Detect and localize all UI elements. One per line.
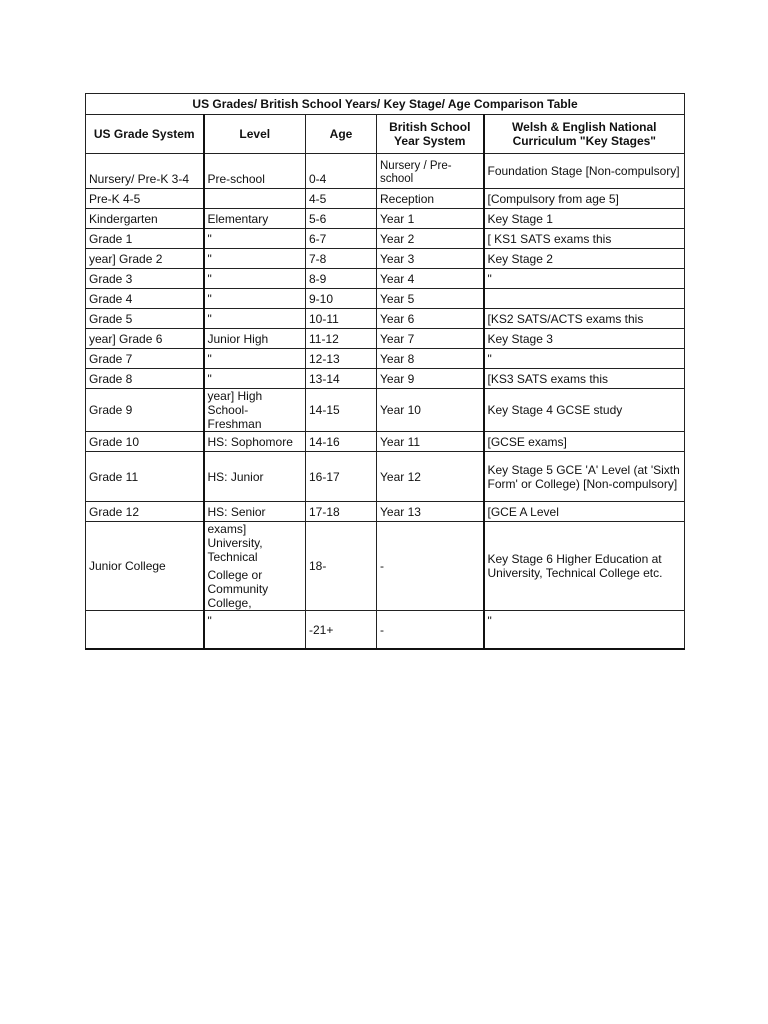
cell-age: 12-13 — [306, 349, 377, 369]
cell-british: Year 6 — [377, 309, 484, 329]
cell-us: Grade 3 — [86, 269, 204, 289]
cell-us: Grade 9 — [86, 389, 204, 432]
cell-british: Year 7 — [377, 329, 484, 349]
cell-age: 8-9 — [306, 269, 377, 289]
table-row — [86, 309, 685, 329]
cell-us: Nursery/ Pre-K 3-4 — [86, 154, 204, 189]
cell-level: " — [204, 269, 306, 289]
cell-level: " — [204, 289, 306, 309]
cell-british: - — [377, 611, 484, 650]
cell-us: Grade 8 — [86, 369, 204, 389]
cell-welsh: [GCE A Level — [484, 502, 685, 522]
cell-welsh: [KS2 SATS/ACTS exams this — [484, 309, 685, 329]
cell-age: -21+ — [306, 611, 377, 650]
cell-british: Year 2 — [377, 229, 484, 249]
cell-us: Grade 7 — [86, 349, 204, 369]
cell-welsh: Key Stage 5 GCE 'A' Level (at 'Sixth Form' or College) [Non-compulsory] — [484, 452, 685, 502]
cell-british: Year 3 — [377, 249, 484, 269]
table-title-row — [86, 94, 685, 115]
cell-age: 9-10 — [306, 289, 377, 309]
cell-age: 5-6 — [306, 209, 377, 229]
cell-level: Pre-school — [204, 154, 306, 189]
cell-level-line: exams] University, Technical — [207, 522, 263, 564]
cell-age: 0-4 — [306, 154, 377, 189]
cell-welsh: Key Stage 4 GCSE study — [484, 389, 685, 432]
cell-age: 14-15 — [306, 389, 377, 432]
cell-level: Junior High — [204, 329, 306, 349]
table-row — [86, 189, 685, 209]
cell-welsh: Key Stage 6 Higher Education at University, Technical College etc. — [484, 522, 685, 611]
cell-level: HS: Senior — [204, 502, 306, 522]
cell-us — [86, 611, 204, 650]
cell-level — [204, 522, 306, 611]
table-title: US Grades/ British School Years/ Key Stage/ Age Comparison Table — [86, 94, 685, 115]
cell-british: Year 9 — [377, 369, 484, 389]
cell-british: Year 12 — [377, 452, 484, 502]
cell-us: Kindergarten — [86, 209, 204, 229]
cell-welsh: Key Stage 1 — [484, 209, 685, 229]
table-row — [86, 452, 685, 502]
cell-british: - — [377, 522, 484, 611]
cell-age: 16-17 — [306, 452, 377, 502]
table-row — [86, 289, 685, 309]
table-row — [86, 522, 685, 611]
comparison-table — [85, 93, 685, 650]
cell-british: Year 8 — [377, 349, 484, 369]
table-row — [86, 502, 685, 522]
table-row — [86, 269, 685, 289]
header-us-grade: US Grade System — [86, 115, 204, 154]
cell-british: Year 13 — [377, 502, 484, 522]
cell-us: Pre-K 4-5 — [86, 189, 204, 209]
table-row — [86, 249, 685, 269]
header-age: Age — [306, 115, 377, 154]
cell-us: year] Grade 2 — [86, 249, 204, 269]
cell-age: 17-18 — [306, 502, 377, 522]
cell-welsh: " — [484, 349, 685, 369]
cell-british: Year 5 — [377, 289, 484, 309]
cell-us: Grade 5 — [86, 309, 204, 329]
cell-level: Elementary — [204, 209, 306, 229]
table-row — [86, 329, 685, 349]
cell-us: year] Grade 6 — [86, 329, 204, 349]
cell-us: Grade 10 — [86, 432, 204, 452]
cell-level — [204, 189, 306, 209]
cell-age: 18- — [306, 522, 377, 611]
cell-level: " — [204, 309, 306, 329]
table-row — [86, 229, 685, 249]
cell-welsh: [GCSE exams] — [484, 432, 685, 452]
cell-us: Grade 11 — [86, 452, 204, 502]
table-row — [86, 209, 685, 229]
cell-level: " — [204, 349, 306, 369]
cell-british: Reception — [377, 189, 484, 209]
cell-level: " — [204, 611, 306, 650]
table-row — [86, 611, 685, 650]
cell-age: 10-11 — [306, 309, 377, 329]
cell-age: 4-5 — [306, 189, 377, 209]
cell-level-line: College or Community College, — [207, 568, 269, 610]
cell-welsh: [Compulsory from age 5] — [484, 189, 685, 209]
cell-us: Grade 12 — [86, 502, 204, 522]
cell-welsh: Key Stage 3 — [484, 329, 685, 349]
cell-welsh — [484, 289, 685, 309]
cell-british: Year 10 — [377, 389, 484, 432]
cell-welsh: Foundation Stage [Non-compulsory] — [484, 154, 685, 189]
cell-age: 14-16 — [306, 432, 377, 452]
cell-age: 13-14 — [306, 369, 377, 389]
cell-age: 11-12 — [306, 329, 377, 349]
cell-us: Grade 1 — [86, 229, 204, 249]
cell-welsh: Key Stage 2 — [484, 249, 685, 269]
cell-level: year] High School-Freshman — [204, 389, 306, 432]
header-level: Level — [204, 115, 306, 154]
table-row — [86, 432, 685, 452]
cell-british: Year 1 — [377, 209, 484, 229]
cell-welsh: " — [484, 611, 685, 650]
cell-british: Year 11 — [377, 432, 484, 452]
cell-british: Nursery / Pre-school — [377, 154, 484, 189]
cell-level: HS: Junior — [204, 452, 306, 502]
cell-british: Year 4 — [377, 269, 484, 289]
cell-level: " — [204, 249, 306, 269]
cell-level: " — [204, 369, 306, 389]
cell-age: 6-7 — [306, 229, 377, 249]
header-welsh: Welsh & English National Curriculum "Key Stages" — [484, 115, 685, 154]
cell-welsh: " — [484, 269, 685, 289]
cell-us: Junior College — [86, 522, 204, 611]
cell-us: Grade 4 — [86, 289, 204, 309]
cell-level: " — [204, 229, 306, 249]
table-row — [86, 349, 685, 369]
cell-level: HS: Sophomore — [204, 432, 306, 452]
table-row — [86, 154, 685, 189]
cell-age: 7-8 — [306, 249, 377, 269]
table-row — [86, 369, 685, 389]
cell-welsh: [KS3 SATS exams this — [484, 369, 685, 389]
table-header-row — [86, 115, 685, 154]
table-row — [86, 389, 685, 432]
header-british: British School Year System — [377, 115, 484, 154]
cell-welsh: [ KS1 SATS exams this — [484, 229, 685, 249]
